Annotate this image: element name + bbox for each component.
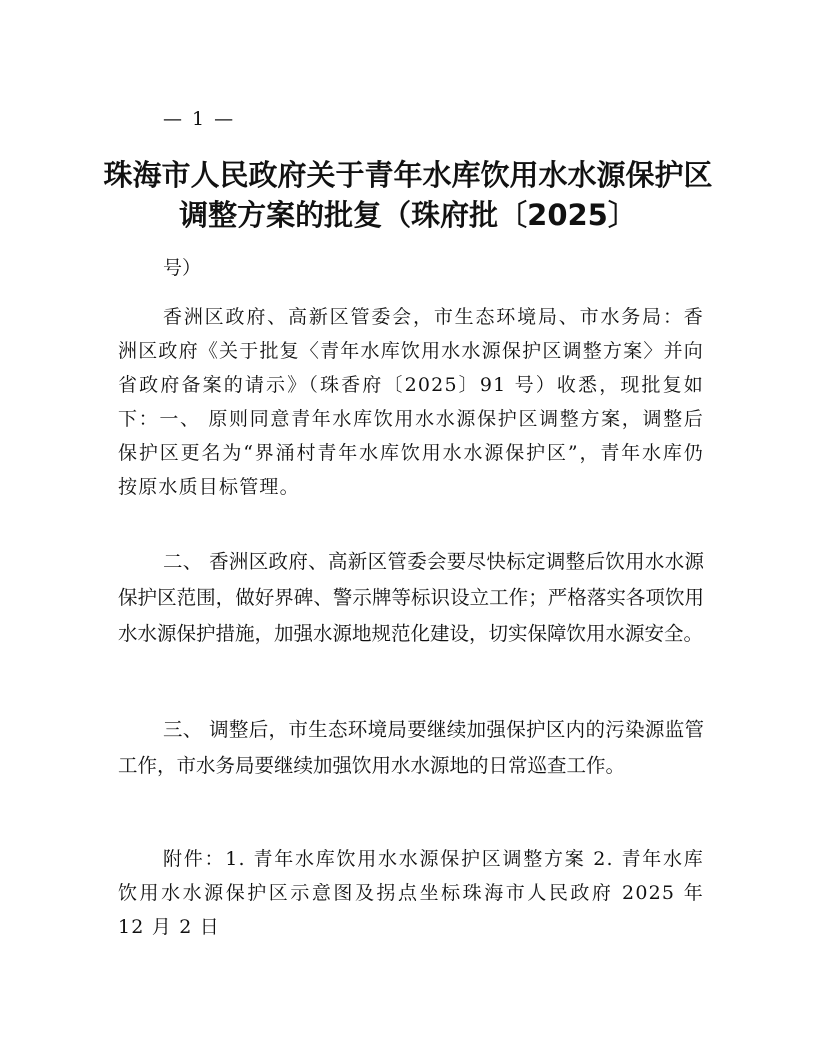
document-title: 珠海市人民政府关于青年水库饮用水水源保护区调整方案的批复（珠府批〔2025〕 — [103, 158, 713, 232]
title-continuation: 号） — [163, 257, 202, 279]
page-number: — 1 — — [163, 108, 236, 130]
paragraph-item-two: 二、 香洲区政府、高新区管委会要尽快标定调整后饮用水水源保护区范围，做好界碑、警示牌等标识设立工作；严格落实各项饮用水水源保护措施，加强水源地规范化建设，切实保障饮用水源安全。 — [118, 550, 704, 645]
paragraph-addressees-and-item-one: 香洲区政府、高新区管委会，市生态环境局、市水务局：香洲区政府《关于批复〈青年水库饮用水水源保护区调整方案〉并向省政府备案的请示》（珠香府〔2025〕91 号）收悉，现批复如下：一、 原则同意青年水库饮用水水源保护区调整方案，调整后保护区更名为“界涌村青年水库饮用水水源保护区”，青年水库仍按原水质目标管理。 — [118, 306, 704, 498]
paragraph-attachments-and-signature: 附件：1. 青年水库饮用水水源保护区调整方案 2. 青年水库饮用水水源保护区示意图及拐点坐标珠海市人民政府 2025 年 12 月 2 日 — [118, 848, 704, 938]
paragraph-item-three: 三、 调整后，市生态环境局要继续加强保护区内的污染源监管工作，市水务局要继续加强饮用水水源地的日常巡查工作。 — [118, 718, 704, 777]
